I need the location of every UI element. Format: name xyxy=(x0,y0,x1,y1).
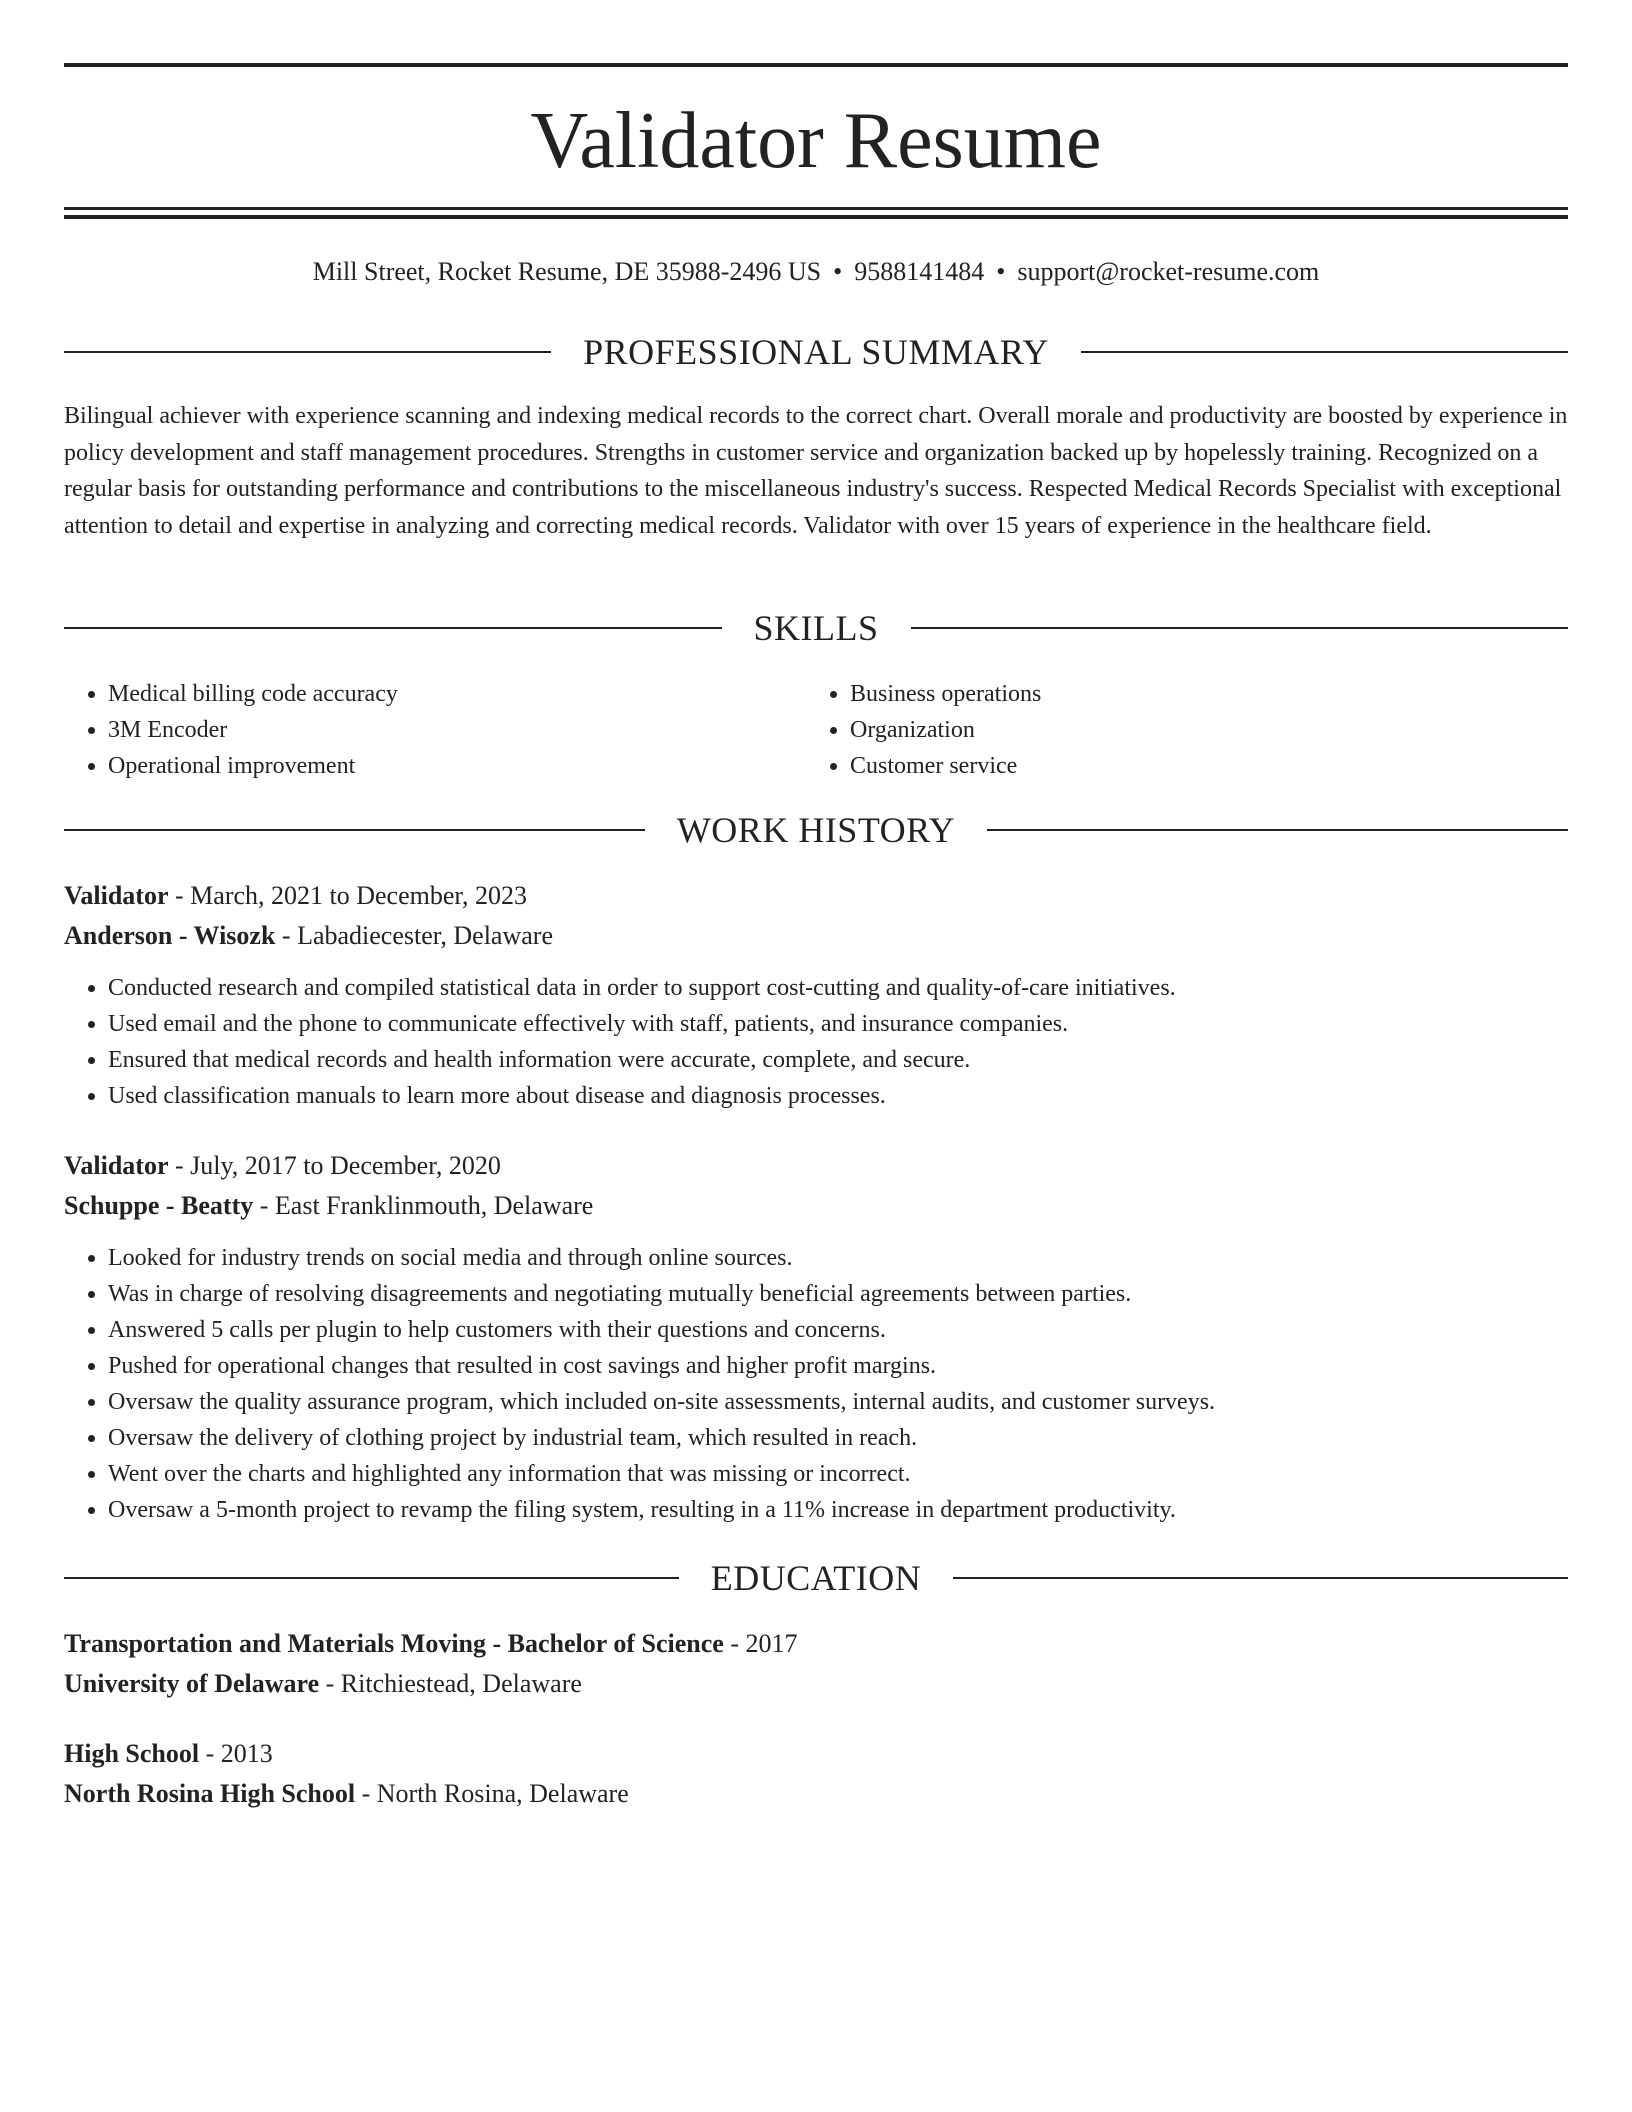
top-rule xyxy=(64,63,1568,67)
education-degree-line xyxy=(64,1734,1568,1774)
education-section-heading xyxy=(64,1556,1568,1600)
contact-separator: • xyxy=(833,257,843,286)
summary-text: Bilingual achiever with experience scanning and indexing medical records to the correct chart. Overall morale and productivity are boosted by experience in policy development and staff management procedures. Strengths in customer service and organization backed up by hopelessly training. Recognized on a regular basis for outstanding performance and contributions to the miscellaneous industry's success. Respected Medical Records Specialist with exceptional attention to detail and expertise in analyzing and correcting medical records. Validator with over 15 years of experience in the healthcare field. xyxy=(64,403,1568,539)
education-school: University of Delaware xyxy=(64,1669,320,1698)
skill-item: • 3M Encoder xyxy=(108,712,806,748)
job-bullet: • Used email and the phone to communicate effectively with staff, patients, and insurance companies. xyxy=(108,1006,1612,1042)
job-employer-line xyxy=(64,916,1568,956)
heading-rule xyxy=(911,627,1569,629)
education-school-line xyxy=(64,1774,1568,1814)
education-heading-label: EDUCATION xyxy=(710,1558,922,1598)
education-degree: Transportation and Materials Moving - Bachelor of Science xyxy=(64,1629,724,1658)
job-bullets xyxy=(64,1240,1612,1528)
title-rule-lower xyxy=(64,215,1568,219)
job-bullets xyxy=(64,970,1612,1114)
skills-section-heading xyxy=(64,606,1568,650)
skills-column-left xyxy=(64,676,806,784)
heading-rule xyxy=(1081,351,1568,353)
education-year: - 2013 xyxy=(199,1739,273,1768)
job-title: Validator xyxy=(64,1151,169,1180)
work-heading-label: WORK HISTORY xyxy=(676,810,956,850)
job-bullet: • Used classification manuals to learn more about disease and diagnosis processes. xyxy=(108,1078,1612,1114)
skill-item: • Operational improvement xyxy=(108,748,806,784)
job-employer: Schuppe - Beatty xyxy=(64,1191,254,1220)
job-dates: - March, 2021 to December, 2023 xyxy=(168,881,528,910)
job-title: Validator xyxy=(64,881,169,910)
heading-rule xyxy=(953,1577,1568,1579)
summary-section-heading xyxy=(64,330,1568,374)
job-location: - Labadiecester, Delaware xyxy=(275,921,553,950)
heading-rule xyxy=(64,1577,679,1579)
job-title-line xyxy=(64,1146,1568,1186)
education-year: - 2017 xyxy=(723,1629,798,1658)
heading-rule xyxy=(987,829,1568,831)
skill-item: • Medical billing code accuracy xyxy=(108,676,806,712)
job-bullet: • Conducted research and compiled statistical data in order to support cost-cutting and quality-of-care initiatives. xyxy=(108,970,1612,1006)
heading-rule xyxy=(64,351,551,353)
job-bullet: • Oversaw the delivery of clothing project by industrial team, which resulted in reach. xyxy=(108,1420,1612,1456)
contact-phone: 9588141484 xyxy=(854,257,985,286)
job-bullet: • Answered 5 calls per plugin to help customers with their questions and concerns. xyxy=(108,1312,1612,1348)
skill-item: • Business operations xyxy=(850,676,1548,712)
resume-title: Validator Resume xyxy=(530,97,1102,185)
job-bullet: • Went over the charts and highlighted any information that was missing or incorrect. xyxy=(108,1456,1612,1492)
contact-address: Mill Street, Rocket Resume, DE 35988-2496 US xyxy=(312,257,822,286)
contact-line xyxy=(64,252,1568,292)
job-bullet: • Pushed for operational changes that resulted in cost savings and higher profit margins. xyxy=(108,1348,1612,1384)
job-bullet: • Oversaw a 5-month project to revamp the filing system, resulting in a 11% increase in department productivity. xyxy=(108,1492,1612,1528)
job-bullet: • Oversaw the quality assurance program, which included on-site assessments, internal audits, and customer surveys. xyxy=(108,1384,1612,1420)
job-employer: Anderson - Wisozk xyxy=(64,921,276,950)
job-title-line xyxy=(64,876,1568,916)
skills-heading-label: SKILLS xyxy=(753,608,879,648)
job-dates: - July, 2017 to December, 2020 xyxy=(168,1151,501,1180)
education-location: - Ritchiestead, Delaware xyxy=(319,1669,582,1698)
title-rule-upper xyxy=(64,207,1568,210)
contact-separator: • xyxy=(996,257,1006,286)
education-degree: High School xyxy=(64,1739,200,1768)
summary-heading-label: PROFESSIONAL SUMMARY xyxy=(583,332,1049,372)
skills-column-right xyxy=(806,676,1548,784)
education-school: North Rosina High School xyxy=(64,1779,356,1808)
job-bullet: • Was in charge of resolving disagreements and negotiating mutually beneficial agreements between parties. xyxy=(108,1276,1612,1312)
work-section-heading xyxy=(64,808,1568,852)
heading-rule xyxy=(64,627,722,629)
job-bullet: • Ensured that medical records and health information were accurate, complete, and secure. xyxy=(108,1042,1612,1078)
job-location: - East Franklinmouth, Delaware xyxy=(253,1191,594,1220)
skills-list xyxy=(64,676,1568,784)
skill-item: • Customer service xyxy=(850,748,1548,784)
education-degree-line xyxy=(64,1624,1568,1664)
job-employer-line xyxy=(64,1186,1568,1226)
contact-email: support@rocket-resume.com xyxy=(1017,257,1320,286)
heading-rule xyxy=(64,829,645,831)
education-location: - North Rosina, Delaware xyxy=(355,1779,629,1808)
job-bullet: • Looked for industry trends on social media and through online sources. xyxy=(108,1240,1612,1276)
skill-item: • Organization xyxy=(850,712,1548,748)
education-school-line xyxy=(64,1664,1568,1704)
